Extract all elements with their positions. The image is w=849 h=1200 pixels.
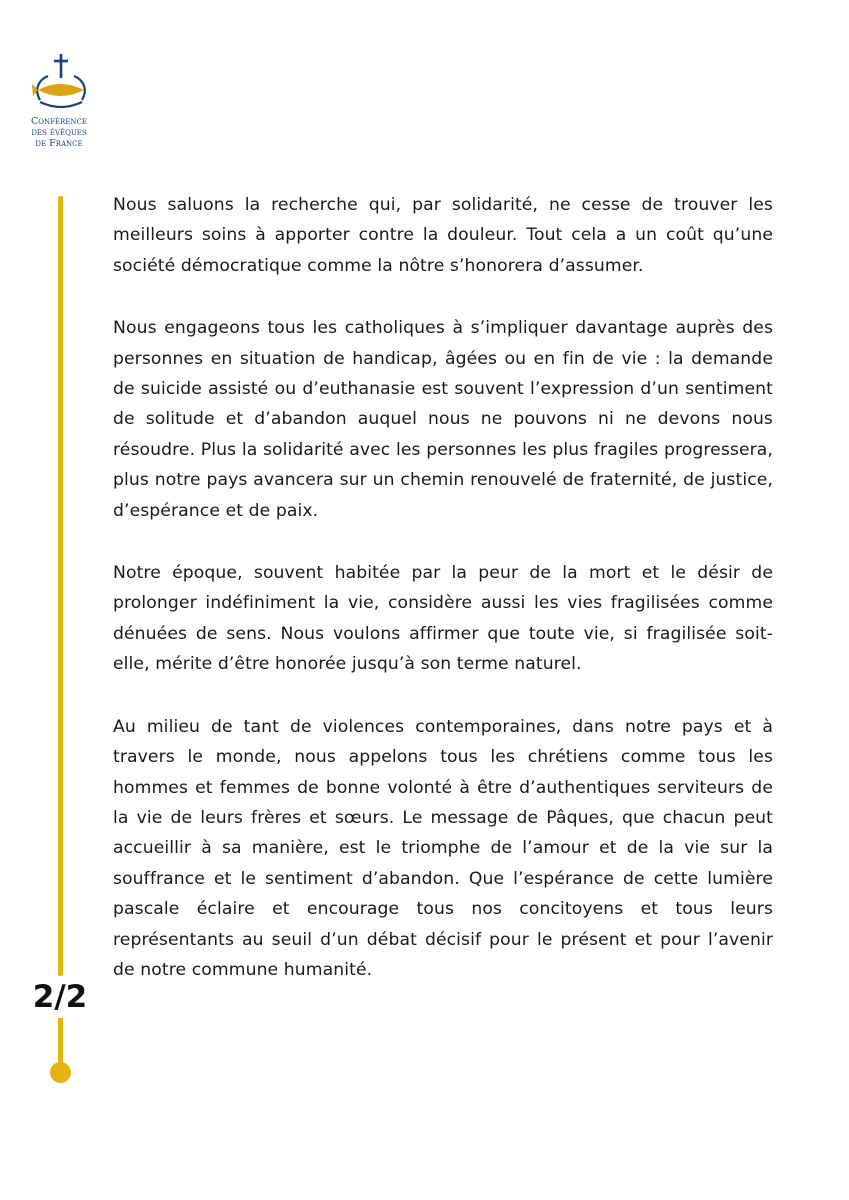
logo-line-2: des évêques	[31, 127, 87, 138]
cef-logo	[26, 52, 96, 149]
cross-fish-emblem-icon	[30, 52, 92, 114]
logo-wordmark	[26, 116, 92, 149]
paragraph: Au milieu de tant de violences contemporaines, dans notre pays et à travers le monde, nous appelons tous les chrétiens comme tous les hommes et femmes de bonne volonté à être d’authentiques serviteurs de la vie de leurs frères et sœurs. Le message de Pâques, que chacun peut accueillir à sa manière, est le triomphe de l’amour et de la vie sur la souffrance et le sentiment d’abandon. Que l’espérance de cette lumière pascale éclaire et encourage tous nos concitoyens et tous leurs représentants au seuil d’un débat décisif pour le présent et pour l’avenir de notre commune humanité.	[113, 716, 773, 980]
vertical-rule-bottom	[58, 1018, 63, 1066]
logo-line-1: Conférence	[30, 116, 88, 127]
vertical-rule-top	[58, 196, 63, 976]
paragraph: Nous engageons tous les catholiques à s’impliquer davantage auprès des personnes en situation de handicap, âgées ou en fin de vie : la demande de suicide assisté ou d’euthanasie est souvent l’expression d’un sentiment de solitude et d’abandon auquel nous ne pouvons ni ne devons nous résoudre. Plus la solidarité avec les personnes les plus fragiles progressera, plus notre pays avancera sur un chemin renouvelé de fraternité, de justice, d’espérance et de paix.	[113, 318, 773, 521]
logo-line-3: de France	[35, 138, 83, 149]
page-number: 2/2	[32, 979, 88, 1015]
letter-body	[113, 190, 773, 1017]
paragraph: Nous saluons la recherche qui, par solidarité, ne cesse de trouver les meilleurs soins à apporter contre la douleur. Tout cela a un coût qu’une société démocratique comme la nôtre s’honorera d’assumer.	[113, 195, 773, 276]
paragraph: Notre époque, souvent habitée par la peur de la mort et le désir de prolonger indéfiniment la vie, considère aussi les vies fragilisées comme dénuées de sens. Nous voulons affirmer que toute vie, si fragilisée soit-elle, mérite d’être honorée jusqu’à son terme naturel.	[113, 563, 773, 675]
rule-end-dot	[50, 1062, 71, 1083]
